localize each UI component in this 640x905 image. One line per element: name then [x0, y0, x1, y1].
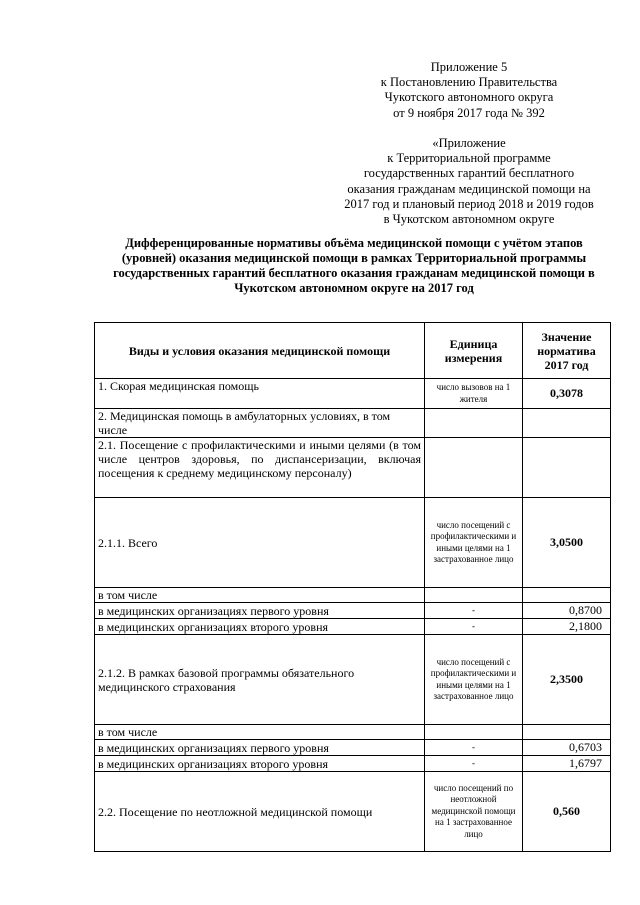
row-value: 3,0500: [523, 498, 611, 588]
table-row: [95, 438, 611, 498]
header-line: от 9 ноября 2017 года № 392: [393, 105, 545, 120]
row-value: 2,1800: [523, 619, 611, 635]
appendix-line: «Приложение: [432, 136, 506, 150]
row-name: 2.1.2. В рамках базовой программы обязательного медицинского страхования: [95, 635, 425, 725]
appendix-line: оказания гражданам медицинской помощи на: [347, 181, 591, 196]
row-unit: [425, 438, 523, 498]
table-row: [95, 756, 611, 772]
row-value: 1,6797: [523, 756, 611, 772]
title-line: (уровней) оказания медицинской помощи в рамках Территориальной программы: [121, 251, 587, 265]
row-value: [523, 409, 611, 438]
row-name: в том числе: [95, 588, 425, 603]
appendix-line: государственных гарантий бесплатного: [363, 166, 575, 181]
row-value: [523, 438, 611, 498]
table-row: [95, 772, 611, 852]
row-unit: -: [425, 603, 523, 619]
table-row: [95, 379, 611, 409]
row-unit: число посещений с профилактическими и иными целями на 1 застрахованное лицо: [425, 498, 523, 588]
row-unit: [425, 409, 523, 438]
table-row: [95, 635, 611, 725]
row-name: 2.2. Посещение по неотложной медицинской помощи: [95, 772, 425, 852]
header-line: Чукотского автономного округа: [384, 90, 554, 105]
row-name: 1. Скорая медицинская помощь: [95, 379, 425, 409]
row-value: 0,560: [523, 772, 611, 852]
header-unit: Единица измерения: [425, 323, 523, 379]
row-name: в медицинских организациях второго уровня: [95, 756, 425, 772]
row-name: в медицинских организациях первого уровня: [95, 603, 425, 619]
row-name: 2. Медицинская помощь в амбулаторных условиях, в том числе: [95, 409, 425, 438]
header-line: к Постановлению Правительства: [380, 75, 558, 90]
title-line: государственных гарантий бесплатного оказания гражданам медицинской помощи в: [113, 266, 595, 280]
table-row: [95, 725, 611, 740]
resolution-reference: [330, 60, 608, 121]
row-unit: -: [425, 619, 523, 635]
appendix-line: к Территориальной программе: [387, 151, 551, 166]
norms-table: [94, 322, 611, 852]
row-unit: [425, 588, 523, 603]
row-unit: число посещений по неотложной медицинской помощи на 1 застрахованное лицо: [425, 772, 523, 852]
row-name: 2.1. Посещение с профилактическими и иными целями (в том числе центров здоровья, по диспансеризации, включая посещения к среднему медицинскому персоналу): [95, 438, 425, 498]
row-value: 0,6703: [523, 740, 611, 756]
row-value: 0,8700: [523, 603, 611, 619]
table-row: [95, 588, 611, 603]
row-name: 2.1.1. Всего: [95, 498, 425, 588]
row-value: [523, 588, 611, 603]
table-row: [95, 603, 611, 619]
row-value: 0,3078: [523, 379, 611, 409]
appendix-line: 2017 год и плановый период 2018 и 2019 годов: [344, 196, 594, 211]
document-title: [80, 236, 628, 296]
header-kinds: Виды и условия оказания медицинской помощи: [95, 323, 425, 379]
table-row: [95, 498, 611, 588]
appendix-reference: [330, 136, 608, 227]
table-row: [95, 740, 611, 756]
row-unit: [425, 725, 523, 740]
title-line: Чукотском автономном округе на 2017 год: [234, 281, 474, 295]
title-line: Дифференцированные нормативы объёма медицинской помощи с учётом этапов: [125, 236, 583, 250]
row-unit: число посещений с профилактическими и иными целями на 1 застрахованное лицо: [425, 635, 523, 725]
row-unit: -: [425, 740, 523, 756]
table-row: [95, 619, 611, 635]
row-unit: -: [425, 756, 523, 772]
table-row: [95, 409, 611, 438]
row-name: в медицинских организациях первого уровня: [95, 740, 425, 756]
row-value: [523, 725, 611, 740]
row-value: 2,3500: [523, 635, 611, 725]
appendix-line: в Чукотском автономном округе: [383, 212, 555, 227]
table-header-row: [95, 323, 611, 379]
header-line: Приложение 5: [430, 60, 508, 74]
header-value: Значение норматива 2017 год: [523, 323, 611, 379]
row-name: в медицинских организациях второго уровня: [95, 619, 425, 635]
row-unit: число вызовов на 1 жителя: [425, 379, 523, 409]
row-name: в том числе: [95, 725, 425, 740]
